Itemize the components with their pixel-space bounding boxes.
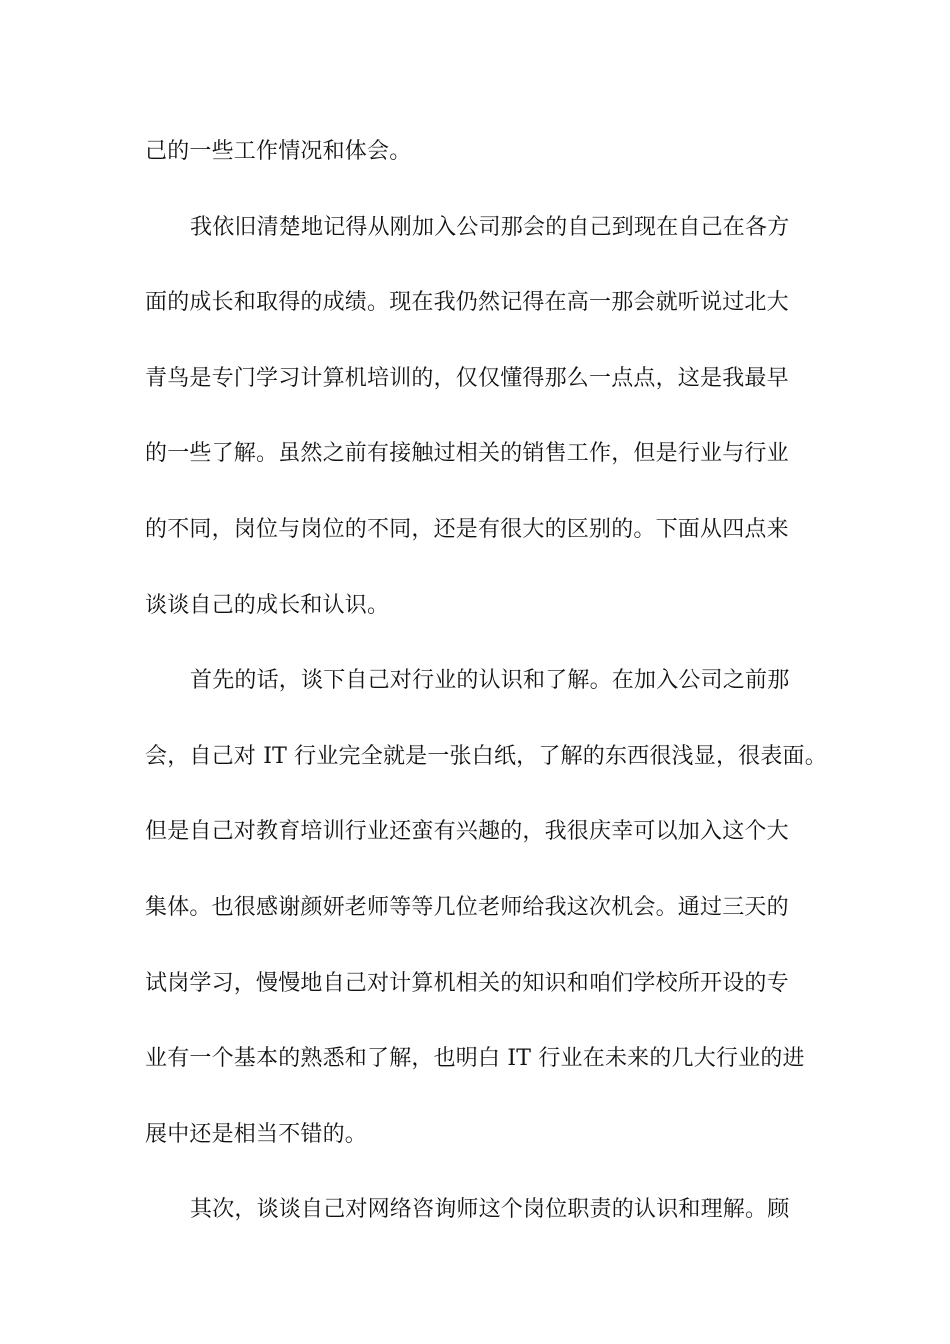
text-line: 的一些了解。虽然之前有接触过相关的销售工作，但是行业与行业 (145, 441, 789, 467)
paragraph-first-line: 首先的话，谈下自己对行业的认识和了解。在加入公司之前那 (190, 668, 790, 694)
paragraph-first-line: 我依旧清楚地记得从刚加入公司那会的自己到现在自己在各方 (190, 214, 790, 240)
document-body (145, 132, 827, 1266)
text-line: 谈谈自己的成长和认识。 (145, 592, 390, 618)
text-line: 青鸟是专门学习计算机培训的，仅仅懂得那么一点点，这是我最早 (145, 365, 789, 391)
text-line: 业有一个基本的熟悉和了解，也明白 IT 行业在未来的几大行业的进 (145, 1046, 805, 1072)
text-line: 面的成长和取得的成绩。现在我仍然记得在高一那会就听说过北大 (145, 290, 789, 316)
text-line: 展中还是相当不错的。 (145, 1121, 368, 1147)
text-line: 的不同，岗位与岗位的不同，还是有很大的区别的。下面从四点来 (145, 516, 789, 542)
text-line: 试岗学习，慢慢地自己对计算机相关的知识和咱们学校所开设的专 (145, 970, 789, 996)
paragraph-first-line: 其次，谈谈自己对网络咨询师这个岗位职责的认识和理解。顾 (190, 1197, 790, 1223)
text-line: 己的一些工作情况和体会。 (145, 139, 412, 164)
text-line: 但是自己对教育培训行业还蛮有兴趣的，我很庆幸可以加入这个大 (145, 819, 789, 845)
text-line: 会，自己对 IT 行业完全就是一张白纸，了解的东西很浅显，很表面。 (145, 743, 827, 769)
text-line: 集体。也很感谢颜妍老师等等几位老师给我这次机会。通过三天的 (145, 894, 789, 920)
